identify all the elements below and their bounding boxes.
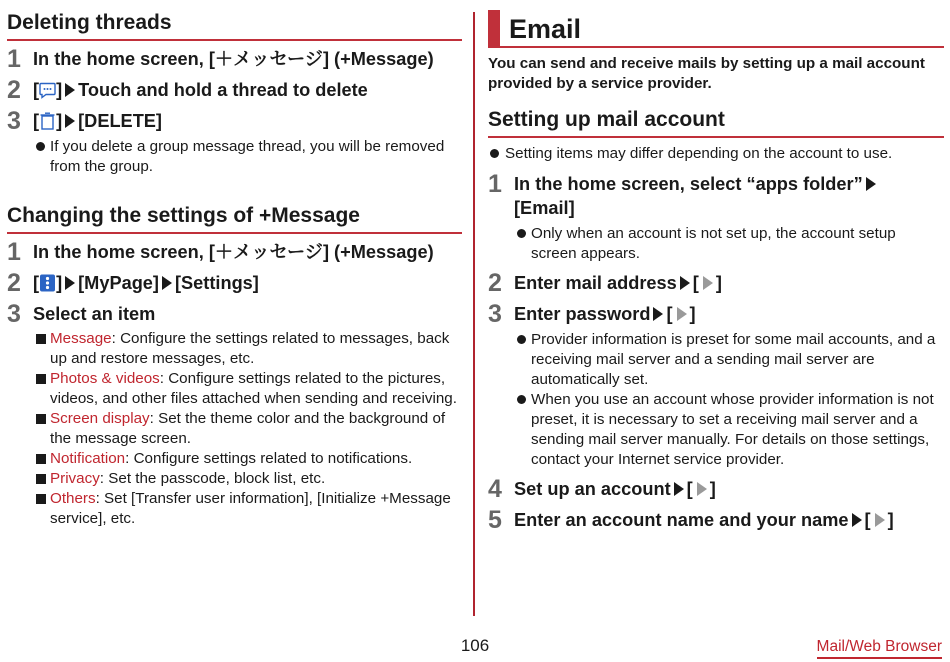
next-arrow-icon	[693, 480, 710, 498]
setup-note: Setting items may differ depending on the account to use.	[488, 144, 944, 164]
settings-step-1: 1 In the home screen, [＋メッセージ] (+Message)	[7, 238, 434, 266]
menu-dots-icon	[39, 274, 56, 292]
arrow-icon	[65, 276, 75, 290]
arrow-icon	[65, 114, 75, 128]
column-divider	[473, 12, 475, 616]
delete-step-3: 3 [ ] [DELETE]	[7, 107, 162, 135]
section-link[interactable]: Mail/Web Browser	[817, 637, 942, 659]
delete-note: If you delete a group message thread, you will be removed from the group.	[7, 137, 462, 177]
settings-item-notification: Notification: Configure settings related to notifications.	[7, 449, 462, 469]
settings-item-others: Others: Set [Transfer user information], [Initialize +Message service], etc.	[7, 489, 462, 529]
arrow-icon	[653, 307, 663, 321]
heading-accent-bar	[488, 10, 500, 46]
arrow-icon	[65, 83, 75, 97]
settings-step-3: 3 Select an item	[7, 300, 156, 328]
deleting-threads-heading: Deleting threads	[7, 10, 462, 41]
left-column	[7, 10, 462, 529]
arrow-icon	[674, 482, 684, 496]
setup-step-1: 1 In the home screen, select “apps folder” [Email]	[488, 172, 944, 220]
settings-item-screen-display: Screen display: Set the theme color and the background of the message screen.	[7, 409, 462, 449]
next-arrow-icon	[699, 274, 716, 292]
setup-mail-heading: Setting up mail account	[488, 107, 944, 138]
right-column	[488, 10, 944, 539]
settings-item-message: Message: Configure the settings related to messages, back up and restore messages, etc.	[7, 329, 462, 369]
arrow-icon	[852, 513, 862, 527]
next-arrow-icon	[871, 511, 888, 529]
email-heading: Email	[488, 10, 944, 48]
email-intro: You can send and receive mails by setting up a mail account provided by a service provider.	[488, 55, 925, 92]
setup-step-3-note-2: When you use an account whose provider information is not preset, it is necessary to set a receiving mail server and a sending mail server manually. For details on those settings, contact your Internet service provider.	[488, 390, 944, 470]
changing-settings-heading: Changing the settings of +Message	[7, 203, 462, 234]
next-arrow-icon	[673, 305, 690, 323]
settings-item-list	[7, 329, 462, 529]
delete-step-1: 1 In the home screen, [＋メッセージ] (+Message)	[7, 45, 434, 73]
trash-icon	[39, 112, 56, 130]
setup-step-1-note: Only when an account is not set up, the account setup screen appears.	[488, 224, 944, 264]
setup-step-3: 3 Enter password [ ]	[488, 300, 696, 328]
setup-step-2: 2 Enter mail address [ ]	[488, 269, 722, 297]
arrow-icon	[680, 276, 690, 290]
settings-step-2: 2 [ ] [MyPage] [Settings]	[7, 269, 259, 297]
setup-step-5: 5 Enter an account name and your name [ ]	[488, 506, 894, 534]
setup-step-4: 4 Set up an account [ ]	[488, 475, 716, 503]
settings-item-photos-videos: Photos & videos: Configure settings related to the pictures, videos, and other files attached when sending and receiving.	[7, 369, 462, 409]
delete-step-2: 2 [ ] Touch and hold a thread to delete	[7, 76, 368, 104]
settings-item-privacy: Privacy: Set the passcode, block list, etc.	[7, 469, 462, 489]
setup-step-3-note-1: Provider information is preset for some mail accounts, and a receiving mail server and a sending mail server are automatically set.	[488, 330, 944, 390]
message-bubble-icon	[39, 81, 56, 99]
arrow-icon	[866, 177, 876, 191]
page-number: 106	[460, 636, 490, 655]
arrow-icon	[162, 276, 172, 290]
